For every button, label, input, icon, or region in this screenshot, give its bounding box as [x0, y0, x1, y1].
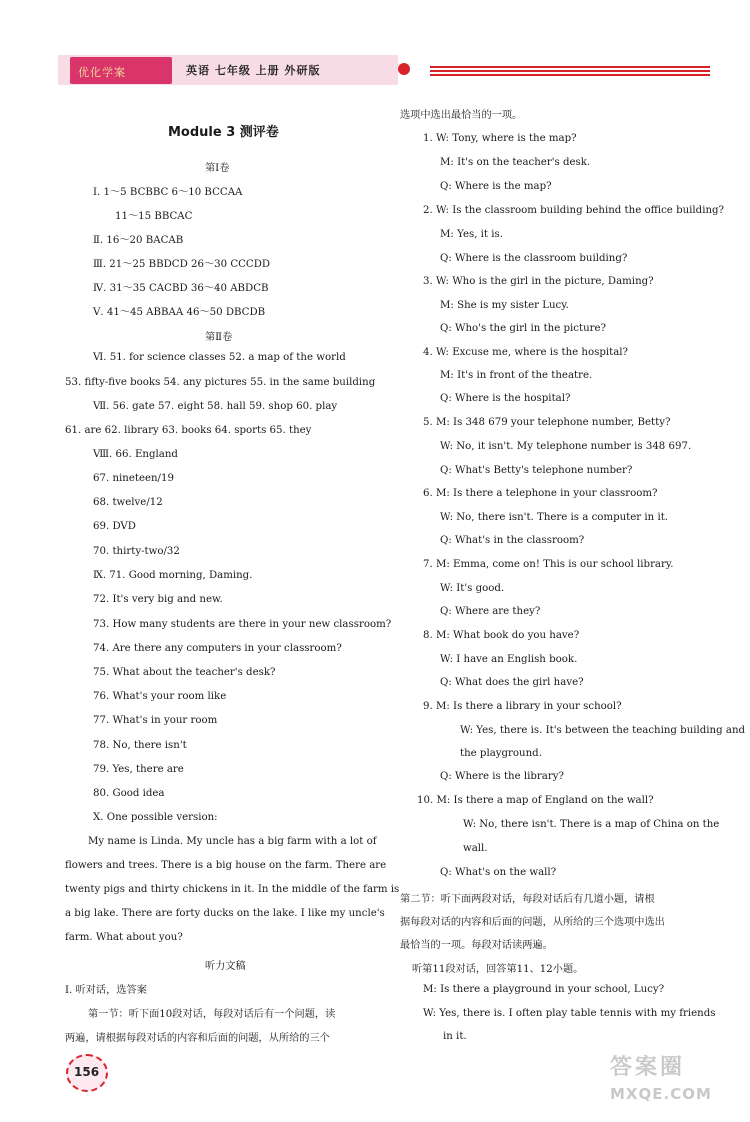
left-column-line: 73. How many students are there in your new classroom? [93, 619, 392, 630]
left-column-line: 第Ⅰ卷 [205, 163, 230, 174]
right-column-line: M: She is my sister Lucy. [440, 300, 569, 311]
right-column-line: W: No, there isn't. There is a map of China on the [463, 819, 720, 830]
right-column-line: 5. M: Is 348 679 your telephone number, Betty? [423, 417, 671, 428]
left-column-line: Ⅷ. 66. England [93, 449, 178, 460]
left-column-line: Ⅶ. 56. gate 57. eight 58. hall 59. shop 60. play [93, 401, 338, 412]
right-column-line: 4. W: Excuse me, where is the hospital? [423, 347, 629, 358]
left-column-line: 69. DVD [93, 521, 136, 532]
right-column-line: 6. M: Is there a telephone in your classroom? [423, 488, 658, 499]
watermark-text: 答案圈 [610, 1055, 686, 1080]
right-column-line: W: Yes, there is. I often play table tennis with my friends [423, 1008, 716, 1019]
right-column-line: 7. M: Emma, come on! This is our school library. [423, 559, 674, 570]
left-column-line: 第一节：听下面10段对话，每段对话后有一个问题，读 [88, 1009, 336, 1020]
right-column-line: 10. M: Is there a map of England on the wall? [417, 795, 654, 806]
left-column-line: 74. Are there any computers in your classroom? [93, 643, 342, 654]
right-column-line: Q: Where is the hospital? [440, 393, 571, 404]
watermark-url: MXQE.COM [610, 1085, 712, 1103]
book-info: 英语 七年级 上册 外研版 [186, 64, 321, 77]
left-column-line: 11～15 BBCAC [115, 211, 193, 222]
left-column-line: 72. It's very big and new. [93, 594, 223, 605]
right-column-line: Q: What's Betty's telephone number? [440, 465, 633, 476]
right-column-line: M: Yes, it is. [440, 229, 503, 240]
left-column-line: flowers and trees. There is a big house on the farm. There are [65, 860, 387, 871]
right-column-line: 2. W: Is the classroom building behind the office building? [423, 205, 724, 216]
right-column-line: W: No, it isn't. My telephone number is 348 697. [440, 441, 692, 452]
page-number: 156 [74, 1065, 100, 1079]
right-column-line: Q: Where is the library? [440, 771, 564, 782]
series-tag-label: 优化学案 [78, 66, 126, 79]
right-column-line: in it. [443, 1031, 467, 1042]
header-rule [430, 66, 710, 76]
right-column-line: 选项中选出最恰当的一项。 [400, 110, 523, 121]
left-column-line: 68. twelve/12 [93, 497, 163, 508]
right-column-line: M: It's on the teacher's desk. [440, 157, 591, 168]
left-column-line: 79. Yes, there are [93, 764, 184, 775]
right-column-line: Q: Who's the girl in the picture? [440, 323, 607, 334]
left-column-line: a big lake. There are forty ducks on the lake. I like my uncle's [65, 908, 385, 919]
watermark-logo [610, 1050, 740, 1110]
left-column-line: 第Ⅱ卷 [205, 332, 233, 343]
right-column-line: Q: What's in the classroom? [440, 535, 585, 546]
left-column-line: Ⅳ. 31～35 CACBD 36～40 ABDCB [93, 283, 269, 294]
right-column-line: W: No, there isn't. There is a computer in it. [440, 512, 669, 523]
right-column-line: Q: Where are they? [440, 606, 541, 617]
right-column-line: Q: What's on the wall? [440, 867, 557, 878]
page-title: Module 3 测评卷 [168, 125, 279, 140]
right-column-line: wall. [463, 843, 488, 854]
page-number-badge [66, 1054, 108, 1092]
left-column-line: Ⅹ. One possible version: [93, 812, 218, 823]
left-column-line: 78. No, there isn't [93, 740, 187, 751]
left-column-line: 61. are 62. library 63. books 64. sports 65. they [65, 425, 312, 436]
left-column-line: Ⅴ. 41～45 ABBAA 46～50 DBCDB [93, 307, 266, 318]
right-column-line: 1. W: Tony, where is the map? [423, 133, 577, 144]
left-column-line: twenty pigs and thirty chickens in it. In the middle of the farm is [65, 884, 400, 895]
left-column-line: 80. Good idea [93, 788, 165, 799]
left-column-line: Ⅲ. 21～25 BBDCD 26～30 CCCDD [93, 259, 271, 270]
left-column-line: My name is Linda. My uncle has a big farm with a lot of [88, 836, 377, 847]
left-column-line: 76. What's your room like [93, 691, 227, 702]
right-column-line: 第二节：听下面两段对话，每段对话后有几道小题，请根 [400, 894, 655, 905]
right-column-line: M: Is there a playground in your school, Lucy? [423, 984, 665, 995]
right-column-line: Q: What does the girl have? [440, 677, 584, 688]
left-column-line: 53. fifty-five books 54. any pictures 55. in the same building [65, 377, 376, 388]
left-column-line: 听力文稿 [205, 961, 246, 972]
header-dot [398, 63, 410, 75]
right-column-line: W: It's good. [440, 583, 505, 594]
right-column-line: the playground. [460, 748, 542, 759]
left-column-line: farm. What about you? [65, 932, 183, 943]
page-header [0, 0, 750, 95]
right-column-line: 3. W: Who is the girl in the picture, Daming? [423, 276, 654, 287]
left-column-line: Ⅰ. 听对话，选答案 [65, 985, 147, 996]
left-column-line: 77. What's in your room [93, 715, 218, 726]
right-column-line: 听第11段对话，回答第11、12小题。 [412, 964, 584, 975]
right-column-line: 9. M: Is there a library in your school? [423, 701, 622, 712]
left-column-line: 两遍，请根据每段对话的内容和后面的问题，从所给的三个 [65, 1033, 330, 1044]
right-column-line: 据每段对话的内容和后面的问题，从所给的三个选项中选出 [400, 917, 665, 928]
right-column-line: 最恰当的一项。每段对话读两遍。 [400, 940, 553, 951]
left-column-line: 75. What about the teacher's desk? [93, 667, 276, 678]
right-column-line: W: I have an English book. [440, 654, 578, 665]
right-column-line: Q: Where is the classroom building? [440, 253, 628, 264]
right-column-line: W: Yes, there is. It's between the teaching building and [460, 725, 746, 736]
left-column-line: Ⅱ. 16～20 BACAB [93, 235, 184, 246]
left-column-line: 67. nineteen/19 [93, 473, 174, 484]
right-column-line: Q: Where is the map? [440, 181, 552, 192]
right-column-line: M: It's in front of the theatre. [440, 370, 593, 381]
left-column-line: Ⅸ. 71. Good morning, Daming. [93, 570, 253, 581]
left-column-line: 70. thirty-two/32 [93, 546, 180, 557]
left-column-line: Ⅵ. 51. for science classes 52. a map of the world [93, 352, 346, 363]
left-column-line: Ⅰ. 1～5 BCBBC 6～10 BCCAA [93, 187, 243, 198]
right-column-line: 8. M: What book do you have? [423, 630, 580, 641]
series-tag [70, 57, 172, 84]
